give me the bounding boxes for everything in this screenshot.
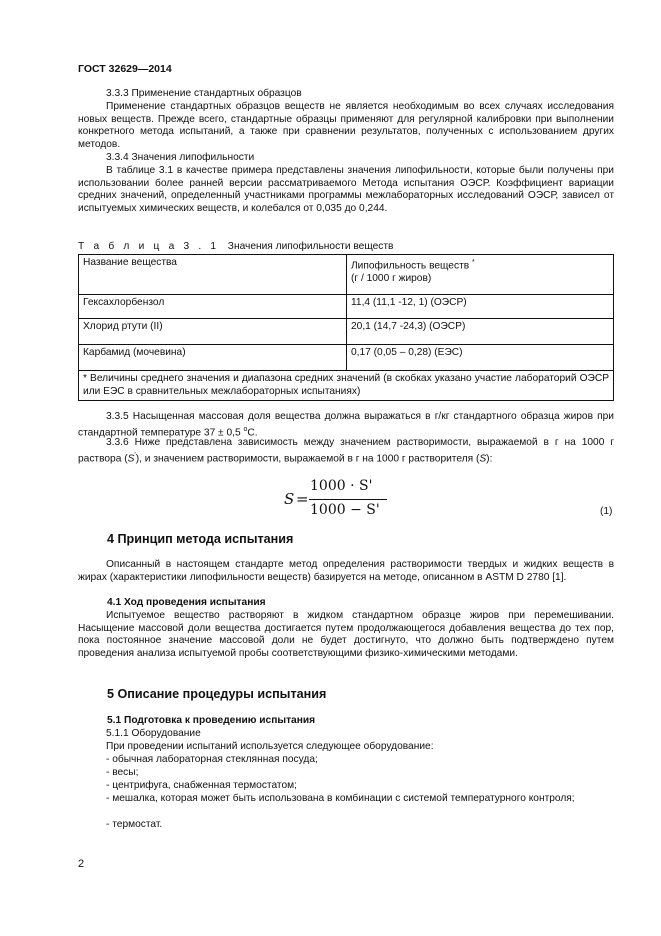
formula-lhs: S [284, 490, 295, 508]
prime-mark: ' [134, 451, 136, 459]
section-5-heading: 5 Описание процедуры испытания [107, 687, 327, 701]
equipment-item [78, 767, 614, 780]
section-3-3-6-text1: 3.3.6 Ниже представлена зависимость между значением растворимости, выражаемой в г на 1000 г раствора ( [78, 437, 614, 464]
table-header-substance: Название вещества [79, 255, 347, 295]
section-3-3-4-body-text: В таблице 3.1 в качестве примера представлены значения липофильности, которые были получены при использовании более ранней версии рассматриваемого Метода испытания ОЭСР. Коэффициент вариации средних значений, определенный участниками программы межлабораторных исследований ОЭСР, зависел от испытуемых химических веществ, и колебался от 0,035 до 0,244. [78, 165, 614, 214]
equipment-item [78, 793, 614, 806]
equipment-item-text: - термостат. [106, 819, 163, 830]
section-4-heading: 4 Принцип метода испытания [107, 532, 294, 546]
table-caption-label: Т а б л и ц а 3 . 1 [78, 241, 220, 252]
equipment-item-text: - мешалка, которая может быть использована в комбинации с системой температурного контроля; [106, 793, 575, 804]
footnote-mark: * [472, 259, 475, 266]
equipment-item-text: - обычная лабораторная стеклянная посуда; [106, 754, 318, 765]
section-3-3-6-text2: ), и значением растворимости, выражаемой в г на 1000 г растворителя ( [135, 452, 480, 464]
section-4-1-body-text: Испытуемое вещество растворяют в жидком стандартном образце жиров при перемешивании. Насыщение массовой доли вещества достигается путем продолжающегося добавления вещества до тех пор, пока постоянное значение массовой доли не будет достигнуто, что должно быть подтверждено путем проведения анализа испытуемой пробы соответствующими физико-химическими методами. [78, 610, 614, 659]
table-cell-substance: Хлорид ртути (II) [79, 319, 347, 345]
section-3-3-4-body [78, 165, 614, 215]
section-5-1-heading: 5.1 Подготовка к проведению испытания [107, 715, 316, 726]
table-row [79, 295, 614, 319]
table-header-row [79, 255, 614, 295]
page-number: 2 [78, 858, 85, 870]
table-caption [78, 241, 393, 252]
section-3-3-3-body-text: Применение стандартных образцов веществ не является необходимым во всех случаях исследования новых веществ. Прежде всего, стандартные образцы применяют для регулярной калибровки при выполнении конкретного метода испытаний, а также при сравнении результатов, полученных с использованием других методов. [78, 101, 614, 150]
section-3-3-4-title-text: 3.3.4 Значения липофильности [106, 152, 255, 163]
formula-numerator: 1000 · S' [310, 478, 373, 494]
table-cell-value: 20,1 (14,7 -24,3) (ОЭСР) [347, 319, 614, 345]
table-cell-substance: Гексахлорбензол [79, 295, 347, 319]
equipment-intro [78, 741, 614, 754]
equipment-intro-text: При проведении испытаний используется следующее оборудование: [106, 741, 434, 752]
variable-s: S [479, 452, 487, 464]
section-4-body [78, 559, 614, 584]
table-row [79, 319, 614, 345]
section-5-1-1-title [78, 728, 614, 741]
variable-s-prime: S [127, 452, 135, 464]
section-4-body-text: Описанный в настоящем стандарте метод определения растворимости твердых и жидких веществ в жирах (характеристики липофильности веществ) базируется на методе, описанном в ASTM D 2780 [1]. [78, 559, 614, 583]
table-cell-substance: Карбамид (мочевина) [79, 345, 347, 371]
section-5-1-1-title-text: 5.1.1 Оборудование [106, 728, 201, 739]
section-3-3-4-title [78, 152, 614, 165]
equipment-item [78, 754, 614, 767]
table-row [79, 345, 614, 371]
section-3-3-3-title [78, 88, 614, 101]
table-caption-title: Значения липофильности веществ [227, 241, 394, 252]
degree-sign: o [243, 425, 248, 433]
lipophilicity-table [78, 254, 614, 401]
table-header-lipophilicity [347, 255, 614, 295]
table-header-lipophilicity-line1: Липофильность веществ [351, 260, 470, 272]
table-cell-value: 0,17 (0,05 – 0,28) (ЕЭС) [347, 345, 614, 371]
table-footnote: * Величины среднего значения и диапазона средних значений (в скобках указано участие лабораторий ОЭСР или ЕЭС в сравнительных межлабораторных испытаниях) [79, 371, 614, 401]
section-4-1-heading: 4.1 Ход проведения испытания [107, 597, 266, 608]
section-3-3-5-text: 3.3.5 Насыщенная массовая доля вещества должна выражаться в г/кг стандартного образца жиров при стандартной температуре 37 ± 0,5 [78, 411, 614, 438]
section-3-3-3-title-text: 3.3.3 Применение стандартных образцов [106, 88, 302, 99]
equipment-item [78, 780, 614, 793]
section-3-3-5-unit: С. [247, 426, 258, 438]
equipment-item-text: - весы; [106, 767, 139, 778]
equipment-item-text: - центрифуга, снабженная термостатом; [106, 780, 297, 791]
section-3-3-6 [78, 437, 614, 466]
formula-denominator: 1000 − S' [310, 502, 380, 518]
formula-fraction-bar [309, 499, 387, 500]
section-3-3-6-text3: ): [486, 452, 493, 464]
section-4-1-body [78, 610, 614, 660]
table-header-lipophilicity-line2: (г / 1000 г жиров) [351, 272, 432, 284]
section-3-3-3-body [78, 101, 614, 151]
section-3-3-5 [78, 411, 614, 440]
table-footnote-row [79, 371, 614, 401]
table-cell-value: 11,4 (11,1 -12, 1) (ОЭСР) [347, 295, 614, 319]
document-header: ГОСТ 32629—2014 [78, 63, 172, 75]
equipment-item [78, 819, 614, 832]
formula-number: (1) [600, 506, 613, 517]
formula-equals: = [296, 490, 309, 508]
